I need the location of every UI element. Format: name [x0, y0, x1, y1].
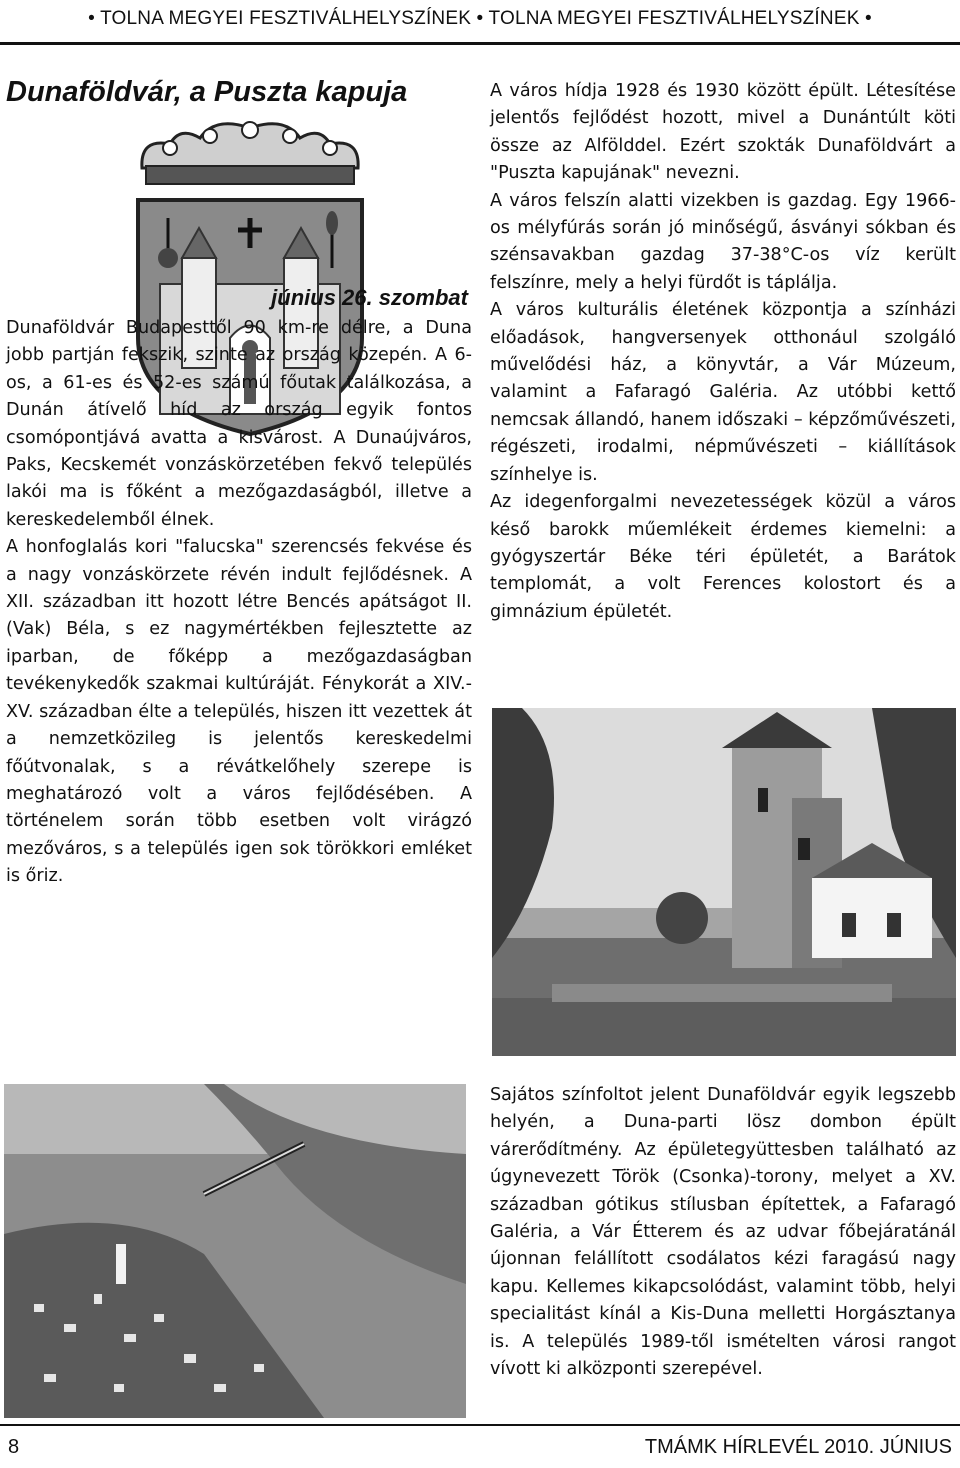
- event-date: június 26. szombat: [271, 285, 468, 310]
- left-paragraph-2: A honfoglalás kori "falucska" szerencsés fekvése és a nagy vonzáskörzete révén indult fejlődésnek. A XII. században itt hozott létre Bencés apátságot II. (Vak) Béla, s ez nagymértékben fejlesztette az iparban, de főképp a mezőgazdaságban tevékenykedők szakmai kultúráját. Fénykorát a XIV.-XV. században élte a település, hiszen itt vezettek át a nemzetközileg is jelentős kereskedelmi főútvonalak, s a révátkelőhely szerepe is meghatározó volt a város fejlődésében. A történelem során több esetben volt virágzó mezőváros, s a település igen sok törökkori emléket is őriz.: [6, 537, 472, 887]
- right-paragraph-3: A város kulturális életének központja a színházi előadások, hangversenyek otthonául szolgáló művelődési ház, a könyvtár, a Vár Múzeum, valamint a Fafaragó Galéria. Az utóbbi kettő nemcsak állandó, hanem időszaki – képzőművészeti, régészeti, irodalmi, népművészeti – kiállítások színhelye is.: [490, 300, 956, 485]
- right-paragraph-1: A város hídja 1928 és 1930 között épült. Létesítése jelentős fejlődést hozott, mivel a Dunántúlt köti össze az Alfölddel. Ezért szokták Dunaföldvárt a "Puszta kapujának" nevezni.: [490, 81, 956, 184]
- right-column: [490, 78, 956, 626]
- right-paragraph-2: A város felszín alatti vizekben is gazdag. Egy 1966-os mélyfúrás során jó minőségű, ásványi sókban és szénsavakban gazdag 37-38°C-os víz került felszínre, mely a helyi fürdőt is táplálja.: [490, 190, 956, 293]
- page-number: 8: [8, 1436, 20, 1458]
- running-header: • TOLNA MEGYEI FESZTIVÁLHELYSZÍNEK • TOLNA MEGYEI FESZTIVÁLHELYSZÍNEK •: [88, 8, 872, 29]
- crown-icon: [142, 122, 358, 184]
- header-rule: [0, 42, 960, 45]
- article-title: Dunaföldvár, a Puszta kapuja: [6, 76, 408, 108]
- aerial-bridge-photo: [4, 1084, 466, 1418]
- right-paragraph-4: Az idegenforgalmi nevezetességek közül a város késő barokk műemlékeit érdemes kiemelni: a gyógyszertár Béke téri épületét, a Barátok templomát, a volt Ferences kolostort és a gimnázium épületét.: [490, 492, 956, 622]
- publication-name: TMÁMK HÍRLEVÉL 2010. JÚNIUS: [644, 1436, 952, 1458]
- left-paragraph-1: Dunaföldvár Budapesttől 90 km-re délre, a Duna jobb partján fekszik, szinte az ország közepén. A 6-os, a 61-es és 52-es számú főutak találkozása, a Dunán átívelő híd az ország egyik fontos csomópontjává avatta a kisvárost. A Dunaújváros, Paks, Kecskemét vonzáskörzetében fekvő település lakói ma is főként a mezőgazdaságból, illetve a kereskedelemből élnek.: [6, 318, 472, 530]
- footer-rule: [0, 1424, 960, 1426]
- bottom-right-column: [490, 1082, 956, 1383]
- tower-photo: [492, 708, 956, 1056]
- left-column: [6, 315, 472, 891]
- bottom-right-paragraph: Sajátos színfoltot jelent Dunaföldvár egyik legszebb helyén, a Duna-parti lösz dombon épült várerődítmény. Az épületegyüttesben található az úgynevezett Török (Csonka)-torony, melyet a XV. században gótikus stílusban építettek, a Fafaragó Galéria, a Vár Étterem és az udvar főbejáratánál újonnan felállított csodálatos kézi faragású nagy kapu. Kellemes kikapcsolódást, valamint több, helyi specialitást kínál a Kis-Duna melletti Horgásztanya is. A település 1989-től ismételten városi rangot vívott ki alközponti szerepével.: [490, 1085, 956, 1380]
